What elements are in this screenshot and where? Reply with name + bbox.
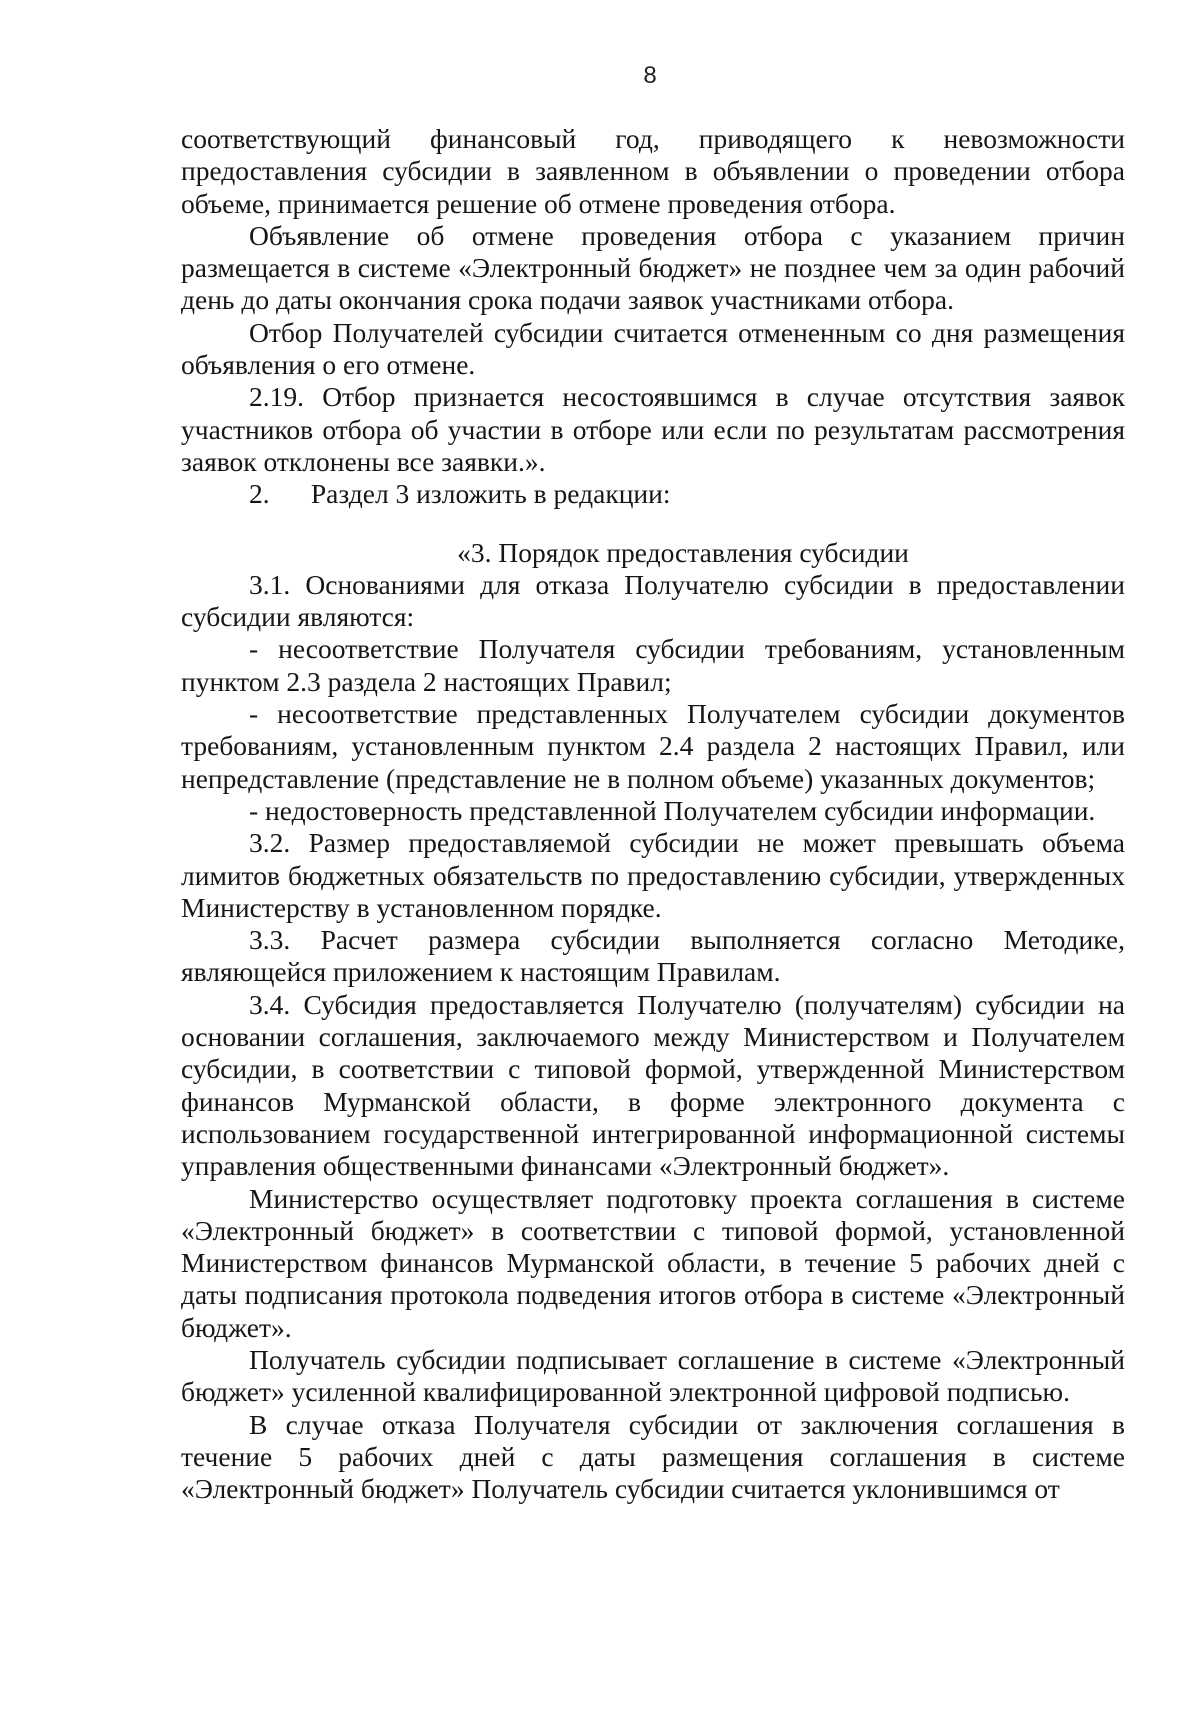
paragraph: - несоответствие Получателя субсидии требованиям, установленным пунктом 2.3 раздела 2 настоящих Правил;: [181, 633, 1125, 697]
paragraph: - несоответствие представленных Получателем субсидии документов требованиям, установленным пунктом 2.4 раздела 2 настоящих Правил, или непредставление (представление не в полном объеме) указанных документов;: [181, 698, 1125, 794]
list-item-number: 2.: [249, 478, 270, 510]
section-heading: «3. Порядок предоставления субсидии: [457, 536, 909, 568]
paragraph: Получатель субсидии подписывает соглашение в системе «Электронный бюджет» усиленной квалифицированной электронной цифровой подписью.: [181, 1343, 1125, 1408]
paragraph: 3.4. Субсидия предоставляется Получателю (получателям) субсидии на основании соглашения, заключаемого между Министерством и Получателем субсидии, в соответствии с типовой формой, утвержденной Министерством финансов Мурманской области, в форме электронного документа с использованием государственной интегрированной информационной системы управления общественными финансами «Электронный бюджет».: [181, 988, 1125, 1182]
paragraph: 3.3. Расчет размера субсидии выполняется согласно Методике, являющейся приложением к настоящим Правилам.: [181, 924, 1125, 988]
paragraph: В случае отказа Получателя субсидии от заключения соглашения в течение 5 рабочих дней с даты размещения соглашения в системе «Электронный бюджет» Получатель субсидии считается уклонившимся от: [181, 1408, 1125, 1505]
paragraph: Отбор Получателей субсидии считается отмененным со дня размещения объявления о его отмене.: [181, 316, 1125, 381]
page-number: 8: [643, 62, 657, 89]
paragraph: Министерство осуществляет подготовку проекта соглашения в системе «Электронный бюджет» в соответствии с типовой формой, установленной Министерством финансов Мурманской области, в течение 5 рабочих дней с даты подписания протокола подведения итогов отбора в системе «Электронный бюджет».: [181, 1182, 1125, 1343]
paragraph: 3.2. Размер предоставляемой субсидии не может превышать объема лимитов бюджетных обязательств по предоставлению субсидии, утвержденных Министерству в установленном порядке.: [181, 827, 1125, 923]
paragraph: 2.19. Отбор признается несостоявшимся в случае отсутствия заявок участников отбора об участии в отборе или если по результатам рассмотрения заявок отклонены все заявки.».: [181, 381, 1125, 477]
list-item-text: Раздел 3 изложить в редакции:: [310, 478, 671, 510]
paragraph: Объявление об отмене проведения отбора с указанием причин размещается в системе «Электронный бюджет» не позднее чем за один рабочий день до даты окончания срока подачи заявок участниками отбора.: [181, 219, 1125, 316]
list-item-2: [181, 478, 1125, 510]
paragraph: соответствующий финансовый год, приводящего к невозможности предоставления субсидии в заявленном в объявлении о проведении отбора объеме, принимается решение об отмене проведения отбора.: [181, 123, 1125, 219]
document-body: [181, 123, 1125, 1505]
paragraph: 3.1. Основаниями для отказа Получателю субсидии в предоставлении субсидии являются:: [181, 568, 1125, 633]
paragraph: - недостоверность представленной Получателем субсидии информации.: [249, 794, 1096, 826]
